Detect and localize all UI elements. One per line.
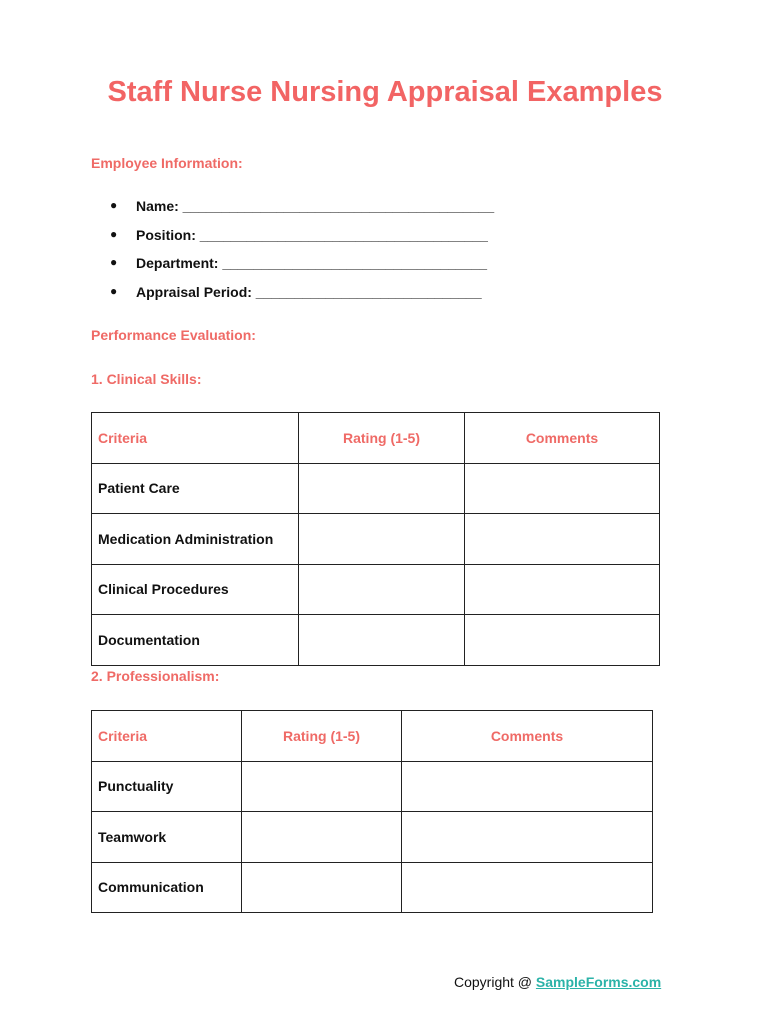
table-row <box>92 615 660 666</box>
table-header-row <box>92 413 660 464</box>
copyright-footer <box>454 974 661 990</box>
document-title: Staff Nurse Nursing Appraisal Examples <box>107 76 663 108</box>
table-row <box>92 564 660 615</box>
column-header-rating: Rating (1-5) <box>242 711 402 762</box>
name-field: Name: ________________________________________ <box>136 198 495 214</box>
comments-cell[interactable] <box>402 812 653 863</box>
rating-cell[interactable] <box>299 463 465 514</box>
sampleforms-link[interactable]: SampleForms.com <box>535 974 662 990</box>
employee-information-heading: Employee Information: <box>91 155 243 171</box>
bullet-icon: ● <box>110 255 118 269</box>
appraisal-period-field: Appraisal Period: _____________________________ <box>136 283 482 300</box>
criterion-cell: Documentation <box>92 615 299 666</box>
column-header-criteria: Criteria <box>92 413 299 464</box>
bullet-icon: ● <box>110 198 118 212</box>
column-header-rating: Rating (1-5) <box>299 413 465 464</box>
table-row <box>92 463 660 514</box>
comments-cell[interactable] <box>402 761 653 812</box>
table-row <box>92 862 653 913</box>
rating-cell[interactable] <box>299 514 465 565</box>
list-item-department <box>110 255 494 284</box>
column-header-comments: Comments <box>465 413 660 464</box>
performance-evaluation-heading: Performance Evaluation: <box>91 327 256 343</box>
criterion-cell: Patient Care <box>92 463 299 514</box>
department-field: Department: __________________________________ <box>136 255 488 271</box>
bullet-icon: ● <box>110 226 118 241</box>
clinical-skills-heading: 1. Clinical Skills: <box>91 371 202 387</box>
comments-cell[interactable] <box>465 463 660 514</box>
table-row <box>92 812 653 863</box>
copyright-text: Copyright @ <box>454 974 536 990</box>
table-row <box>92 514 660 565</box>
table-row <box>92 761 653 812</box>
column-header-criteria: Criteria <box>92 711 242 762</box>
bullet-icon: ● <box>110 283 118 298</box>
comments-cell[interactable] <box>465 564 660 615</box>
employee-info-list <box>110 198 494 312</box>
professionalism-table <box>91 710 653 913</box>
list-item-position <box>110 227 494 256</box>
list-item-appraisal-period <box>110 284 494 313</box>
rating-cell[interactable] <box>242 812 402 863</box>
position-field: Position: _____________________________________ <box>136 226 488 243</box>
comments-cell[interactable] <box>465 615 660 666</box>
comments-cell[interactable] <box>402 862 653 913</box>
rating-cell[interactable] <box>299 564 465 615</box>
rating-cell[interactable] <box>242 761 402 812</box>
criterion-cell: Medication Administration <box>92 514 299 565</box>
criterion-cell: Clinical Procedures <box>92 564 299 615</box>
rating-cell[interactable] <box>299 615 465 666</box>
table-header-row <box>92 711 653 762</box>
criterion-cell: Teamwork <box>92 812 242 863</box>
clinical-skills-table <box>91 412 660 666</box>
comments-cell[interactable] <box>465 514 660 565</box>
list-item-name <box>110 198 494 227</box>
rating-cell[interactable] <box>242 862 402 913</box>
criterion-cell: Communication <box>92 862 242 913</box>
criterion-cell: Punctuality <box>92 761 242 812</box>
professionalism-heading: 2. Professionalism: <box>91 668 220 684</box>
column-header-comments: Comments <box>402 711 653 762</box>
